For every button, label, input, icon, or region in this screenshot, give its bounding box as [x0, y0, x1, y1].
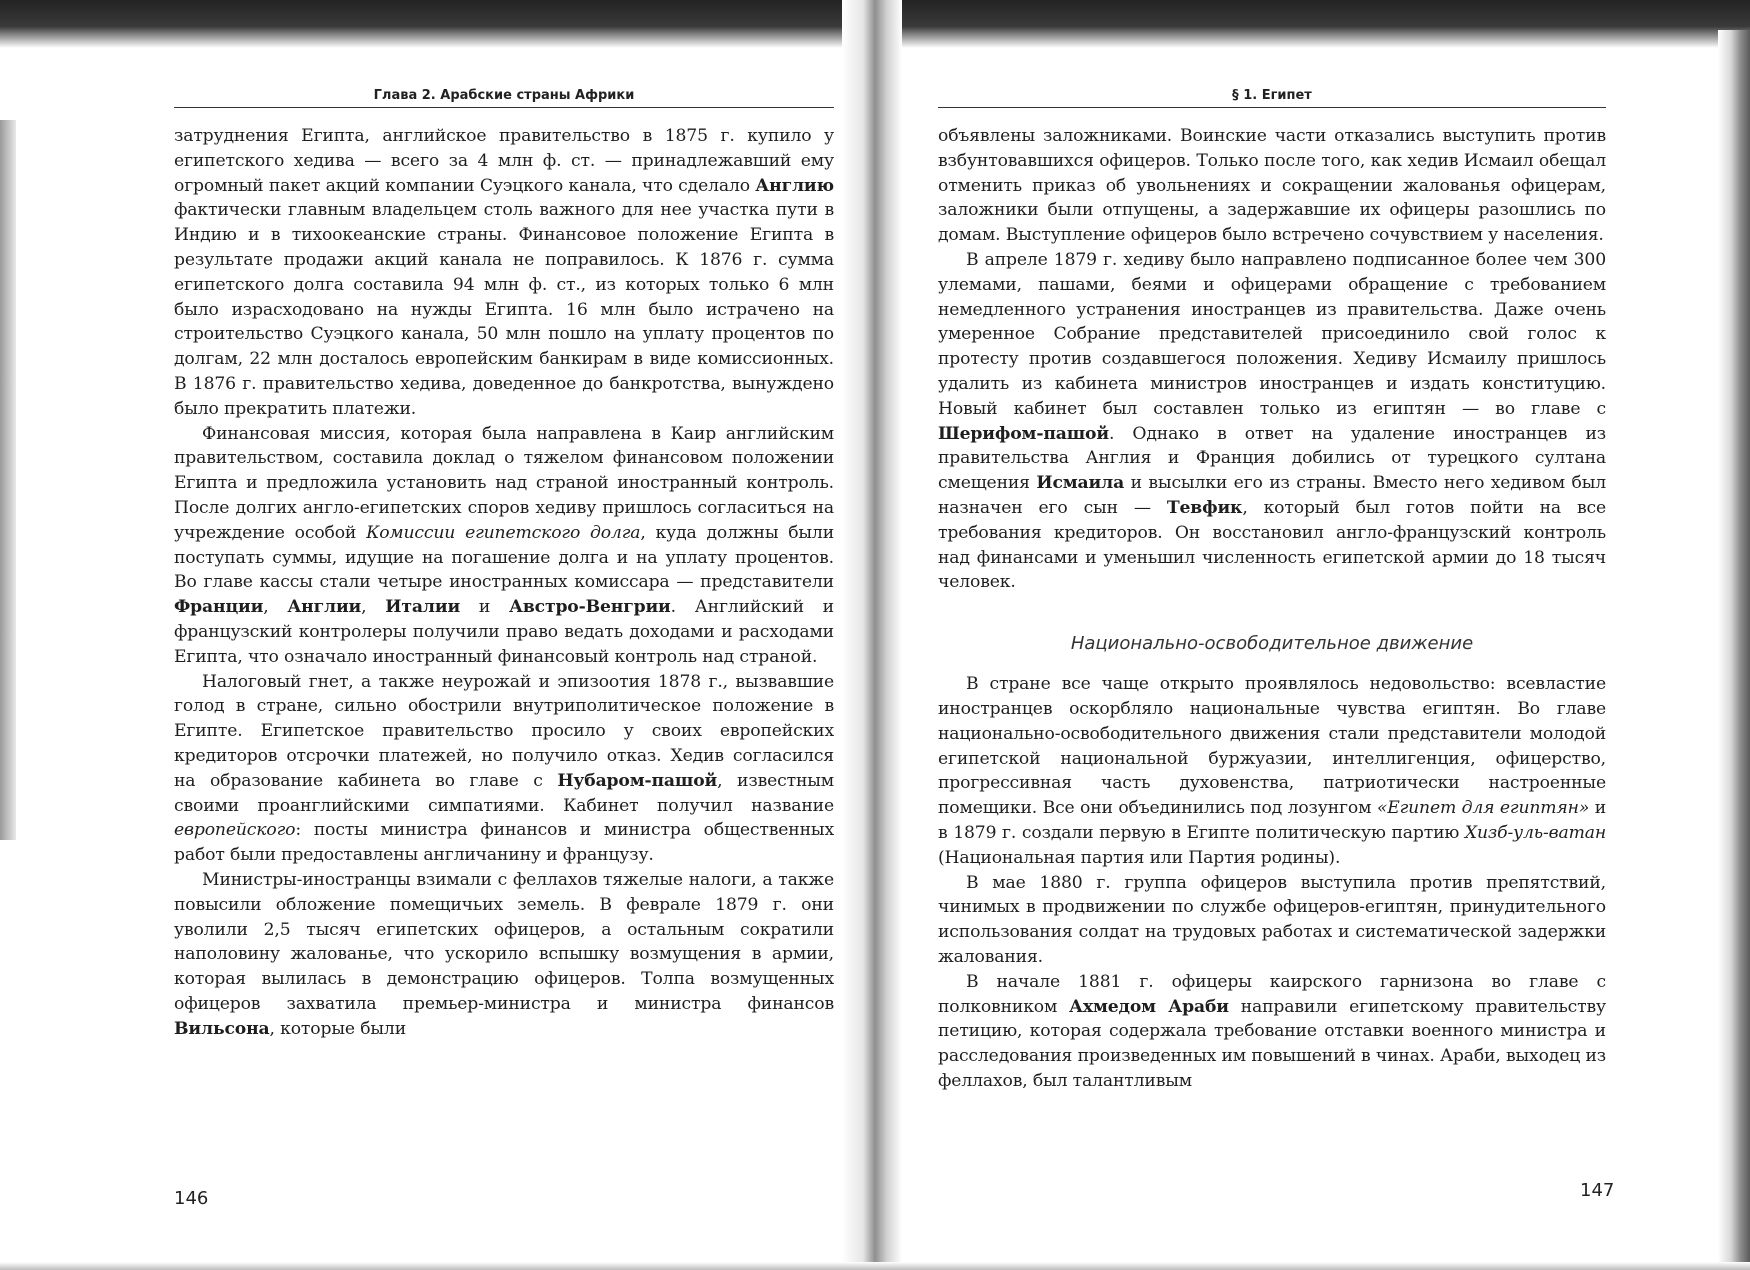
left-page-number: 146 — [174, 1188, 209, 1209]
left-paragraph-2 — [174, 422, 834, 670]
right-page — [938, 88, 1606, 1094]
bold-term: Австро-Венгрии — [508, 597, 671, 618]
text-run: затруднения Египта, английское правительство в 1875 г. купило у египетского хедива — всего за 4 млн ф. ст. — принадлежавший ему огромный пакет акций компании Суэцкого канала, что сделало — [174, 126, 834, 196]
right-paragraph-1 — [938, 124, 1606, 248]
right-page-number: 147 — [1580, 1180, 1615, 1201]
text-run: , — [361, 597, 386, 618]
bold-term: Вильсона — [174, 1018, 270, 1039]
bold-term: Италии — [385, 597, 461, 618]
right-running-head: § 1. Египет — [938, 88, 1606, 108]
italic-term: Хизб-уль-ватан — [1464, 822, 1606, 843]
text-run: , куда должны были поступать суммы, идущие на погашение долга и на уплату процентов. Во главе кассы стали четыре иностранных комиссара — представители — [174, 522, 834, 593]
text-run: . Английский и французский контролеры получили право ведать доходами и расходами Египта, что означало иностранный финансовый контроль над страной. — [174, 597, 834, 667]
left-paragraph-1 — [174, 124, 834, 422]
text-run: . Однако в ответ на удаление иностранцев из правительства Англия и Франция добились от турецкого султана смещения — [938, 423, 1606, 494]
section-title: Национально-освободительное движение — [1070, 633, 1474, 655]
text-run: , — [263, 597, 288, 618]
right-body-text — [938, 124, 1606, 595]
italic-term: Комиссии египетского долга — [366, 522, 641, 543]
text-run: , который был готов пойти на все требования кредиторов. Он восстановил англо-французский контроль над финансами и уменьшил численность египетской армии до 18 тысяч человек. — [938, 497, 1606, 593]
left-paragraph-4 — [174, 868, 834, 1042]
book-spine — [842, 0, 902, 1270]
left-running-head: Глава 2. Арабские страны Африки — [174, 88, 834, 108]
bold-term: Шерифом-пашой — [938, 423, 1109, 444]
left-page — [174, 88, 834, 1041]
text-run: и — [460, 597, 509, 618]
text-run: Финансовая миссия, которая была направлена в Каир английским правительством, составила доклад о тяжелом финансовом положении Египта и предложила установить над страной иностранный контроль. После долгих англо-египетских споров хедиву пришлось согласиться на учреждение особой — [174, 423, 834, 543]
text-run: направили египетскому правительству петицию, которая содержала требование отставки военного министра и расследования произведенных им повышений в чинах. Араби, выходец из феллахов, был талантливым — [938, 996, 1607, 1091]
text-run: , которые были — [269, 1018, 407, 1039]
text-run: и в 1879 г. создали первую в Египте политическую партию — [938, 798, 1607, 843]
italic-term: «Египет для египтян» — [1376, 798, 1590, 819]
right-paragraph-3 — [938, 672, 1606, 870]
bold-term: Франции — [174, 597, 264, 618]
right-paragraph-5 — [938, 970, 1606, 1094]
italic-term: европейского — [174, 820, 296, 841]
left-body-text — [174, 124, 834, 1041]
text-run: Налоговый гнет, а также неурожай и эпизоотия 1878 г., вызвавшие голод в стране, сильно обострили внутриполитическое положение в Египте. Египетское правительство просило у своих европейских кредиторов отсрочки платежей, но получило отказ. Хедив согласился на образование кабинета во главе с — [174, 671, 834, 791]
text-run: : посты министра финансов и министра общественных работ были предоставлены англичанину и французу. — [174, 820, 834, 866]
text-run: (Национальная партия или Партия родины). — [938, 847, 1341, 868]
text-run: объявлены заложниками. Воинские части отказались выступить против взбунтовавшихся офицеров. Только после того, как хедив Исмаил обещал отменить приказ об увольнениях и сокращении жалованья офицерам, заложники были отпущены, а задержавшие их офицеры разошлись по домам. Выступление офицеров было встречено сочувствием у населения. — [938, 126, 1606, 246]
text-run: фактически главным владельцем столь важного для нее участка пути в Индию и в тихоокеанские страны. Финансовое положение Египта в результате продажи акций канала не поправилось. К 1876 г. сумма египетского долга составила 94 млн ф. ст., из которых только 6 млн было израсходовано на нужды Египта. 16 млн было истрачено на строительство Суэцкого канала, 50 млн пошло на уплату процентов по долгам, 22 млн досталось европейским банкирам в виде комиссионных. В 1876 г. правительство хедива, доведенное до банкротства, вынуждено было прекратить платежи. — [174, 200, 834, 419]
left-paragraph-3 — [174, 670, 834, 868]
text-run: и высылки его из страны. Вместо него хедивом был назначен его сын — — [938, 473, 1607, 518]
right-paragraph-2 — [938, 248, 1606, 595]
right-body-text-after — [938, 672, 1606, 1094]
text-run: В мае 1880 г. группа офицеров выступила против препятствий, чинимых в продвижении по службе офицеров-египтян, принудительного использования солдат на трудовых работах и систематической задержки жалования. — [938, 872, 1606, 967]
text-run: В стране все чаще открыто проявлялось недовольство: всевластие иностранцев оскорбляло национальные чувства египтян. Во главе национально-освободительного движения стали представители молодой египетской национальной буржуазии, интеллигенция, офицерство, прогрессивная часть духовенства, патриотически настроенные помещики. Все они объединились под лозунгом — [938, 674, 1606, 819]
scan-right-edge — [1718, 30, 1750, 1270]
scan-left-edge — [0, 120, 16, 840]
bold-term: Нубаром-пашой — [557, 770, 718, 791]
text-run: Министры-иностранцы взимали с феллахов тяжелые налоги, а также повысили обложение помещичьих земель. В феврале 1879 г. они уволили 2,5 тысяч египетских офицеров, а остальным сократили наполовину жалованье, что ускорило вспышку возмущения в армии, которая вылилась в демонстрацию офицеров. Толпа возмущенных офицеров захватила премьер-министра и министра финансов — [174, 869, 834, 1014]
text-run: В начале 1881 г. офицеры каирского гарнизона во главе с полковником — [938, 971, 1606, 1017]
bold-term: Ахмедом Араби — [1069, 996, 1229, 1017]
scan-bottom-edge — [0, 1262, 1750, 1270]
bold-term: Англии — [287, 597, 362, 618]
bold-term: Исмаила — [1036, 473, 1125, 494]
bold-term: Англию — [755, 175, 834, 196]
right-paragraph-4 — [938, 871, 1606, 970]
text-run: В апреле 1879 г. хедиву было направлено подписанное более чем 300 улемами, пашами, беями и офицерами обращение с требованием немедленного устранения иностранцев из правительства. Даже очень умеренное Собрание представителей присоединило свой голос к протесту против создавшегося положения. Хедиву Исмаилу пришлось удалить из кабинета министров иностранцев и издать конституцию. Новый кабинет был составлен только из египтян — во главе с — [938, 249, 1606, 419]
bold-term: Тевфик — [1166, 497, 1243, 518]
text-run: , известным своими проанглийскими симпатиями. Кабинет получил название — [174, 770, 835, 816]
